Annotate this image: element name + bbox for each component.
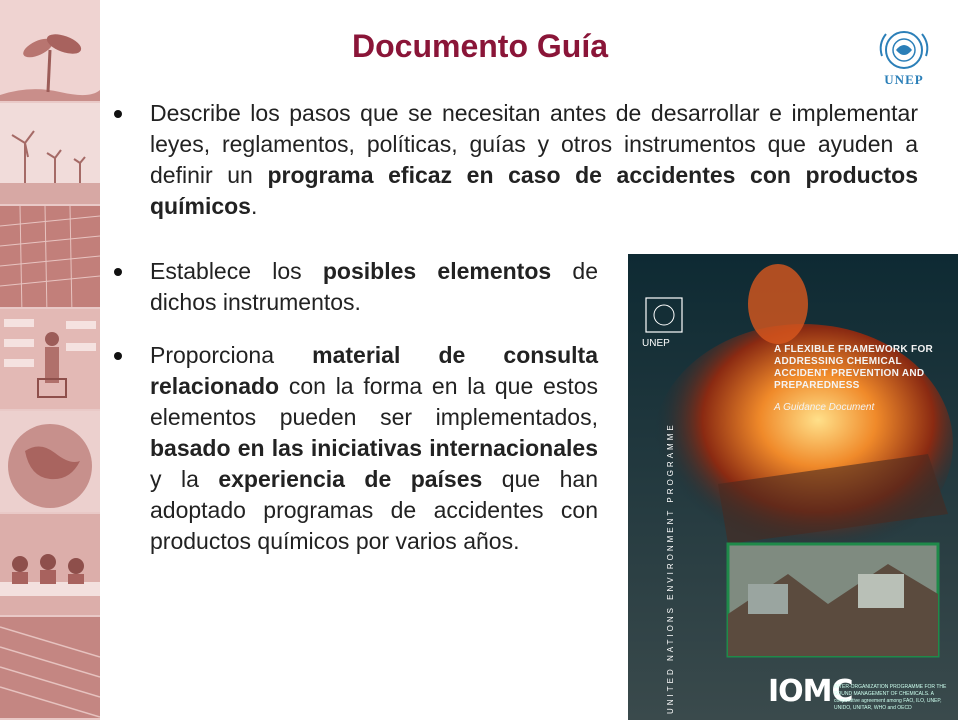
bullet-emphasis: basado en las iniciativas internacionales [150,435,598,461]
slide-title: Documento Guía [351,28,608,64]
bullet-emphasis: posibles elementos [322,258,552,284]
bullet-emphasis: material de consulta relacionado [150,342,598,399]
bullet-dot [114,110,122,118]
bullet-segment: y la [150,466,219,492]
cover-artwork [628,254,958,720]
wind-turbines-image [0,103,100,204]
bullet-dot [114,352,122,360]
cover-title: A FLEXIBLE FRAMEWORK FOR ADDRESSING CHEMICAL ACCIDENT PREVENTION AND PREPAREDNESS [774,344,934,391]
guidance-document-cover-image [628,254,958,720]
unep-logo [874,26,934,90]
bullet-segment: con la forma en la que estos elementos pueden ser implementados, [150,373,598,430]
decorative-photo-strip [0,0,100,720]
bullet-segment: Proporciona [150,342,313,368]
cover-fine-print: INTER-ORGANIZATION PROGRAMME FOR THE SOUND MANAGEMENT OF CHEMICALS. A cooperative agreement among FAO, ILO, UNEP, UNIDO, UNITAR, WHO and OECD [834,684,947,711]
bullet-segment: . [250,193,258,219]
cover-iomc-logo: IOMC [768,674,853,709]
bullet-item-1 [150,98,918,222]
cover-vertical-text: UNITED NATIONS ENVIRONMENT PROGRAMME [666,422,675,714]
bullet-segment: de dichos instrumentos. [150,258,598,315]
bullet-segment: Describe los pasos que se necesitan antes de desarrollar e implementar leyes, reglamentos, políticas, guías y otros instrumentos que ayuden a definir un [150,100,918,188]
globe-image [0,411,100,512]
bullet-text [150,258,598,315]
bullet-text [150,342,598,554]
bullet-item-3 [150,340,598,557]
bullet-dot [114,268,122,276]
meeting-room-image [0,514,100,615]
bullet-segment: que han adoptado programas de accidentes con productos químicos por varios años. [150,466,598,554]
building-facade-image [0,206,100,307]
bullet-segment: Establece los [150,258,323,284]
supermarket-shopper-image [0,309,100,410]
bullet-item-2 [150,256,598,318]
cover-unep-label: UNEP [642,338,670,349]
bullet-text [150,100,918,219]
bullet-emphasis: experiencia de países [218,466,483,492]
texture-image [0,617,100,718]
cover-subtitle: A Guidance Document [774,402,875,413]
unep-logo-text: UNEP [884,72,924,87]
bullet-emphasis: programa eficaz en caso de accidentes con productos químicos [150,162,918,219]
